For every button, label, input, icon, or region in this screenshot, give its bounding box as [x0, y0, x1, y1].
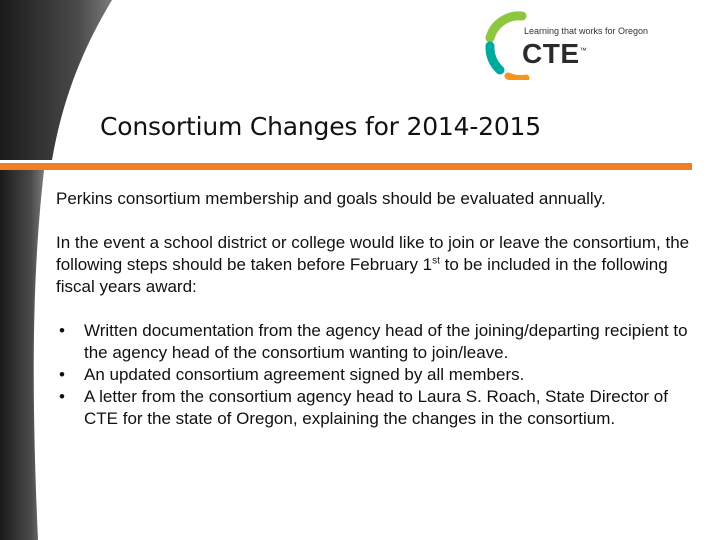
- logo-wordmark: [522, 38, 587, 70]
- slide-body: [56, 188, 696, 430]
- bullet-icon: •: [59, 365, 65, 384]
- bullet-icon: •: [59, 321, 65, 340]
- list-item: [56, 364, 696, 386]
- list-item-text: Written documentation from the agency head of the joining/departing recipient to the agency head of the consortium wanting to join/leave.: [84, 321, 688, 362]
- logo-trademark: ™: [579, 47, 587, 55]
- paragraph-deadline: [56, 232, 696, 298]
- list-item-text: An updated consortium agreement signed by all members.: [84, 365, 525, 384]
- steps-list: [56, 320, 696, 430]
- cte-logo: [482, 8, 702, 80]
- list-item: [56, 320, 696, 364]
- bullet-icon: •: [59, 387, 65, 406]
- logo-wordmark-text: CTE: [522, 38, 580, 69]
- ordinal-superscript: st: [432, 255, 440, 267]
- list-item-text: A letter from the consortium agency head to Laura S. Roach, State Director of CTE for the state of Oregon, explaining the changes in the consortium.: [84, 387, 668, 428]
- paragraph-evaluation: Perkins consortium membership and goals should be evaluated annually.: [56, 189, 606, 208]
- paragraph-deadline-text-2: to be included in the following fiscal years award:: [56, 255, 668, 296]
- list-item: [56, 386, 696, 430]
- paragraph-deadline-text-1: In the event a school district or college would like to join or leave the consortium, the following steps should be taken before February 1: [56, 233, 690, 274]
- logo-tagline: Learning that works for Oregon: [524, 26, 649, 36]
- title-divider: [0, 163, 692, 170]
- slide-title: Consortium Changes for 2014-2015: [100, 112, 541, 141]
